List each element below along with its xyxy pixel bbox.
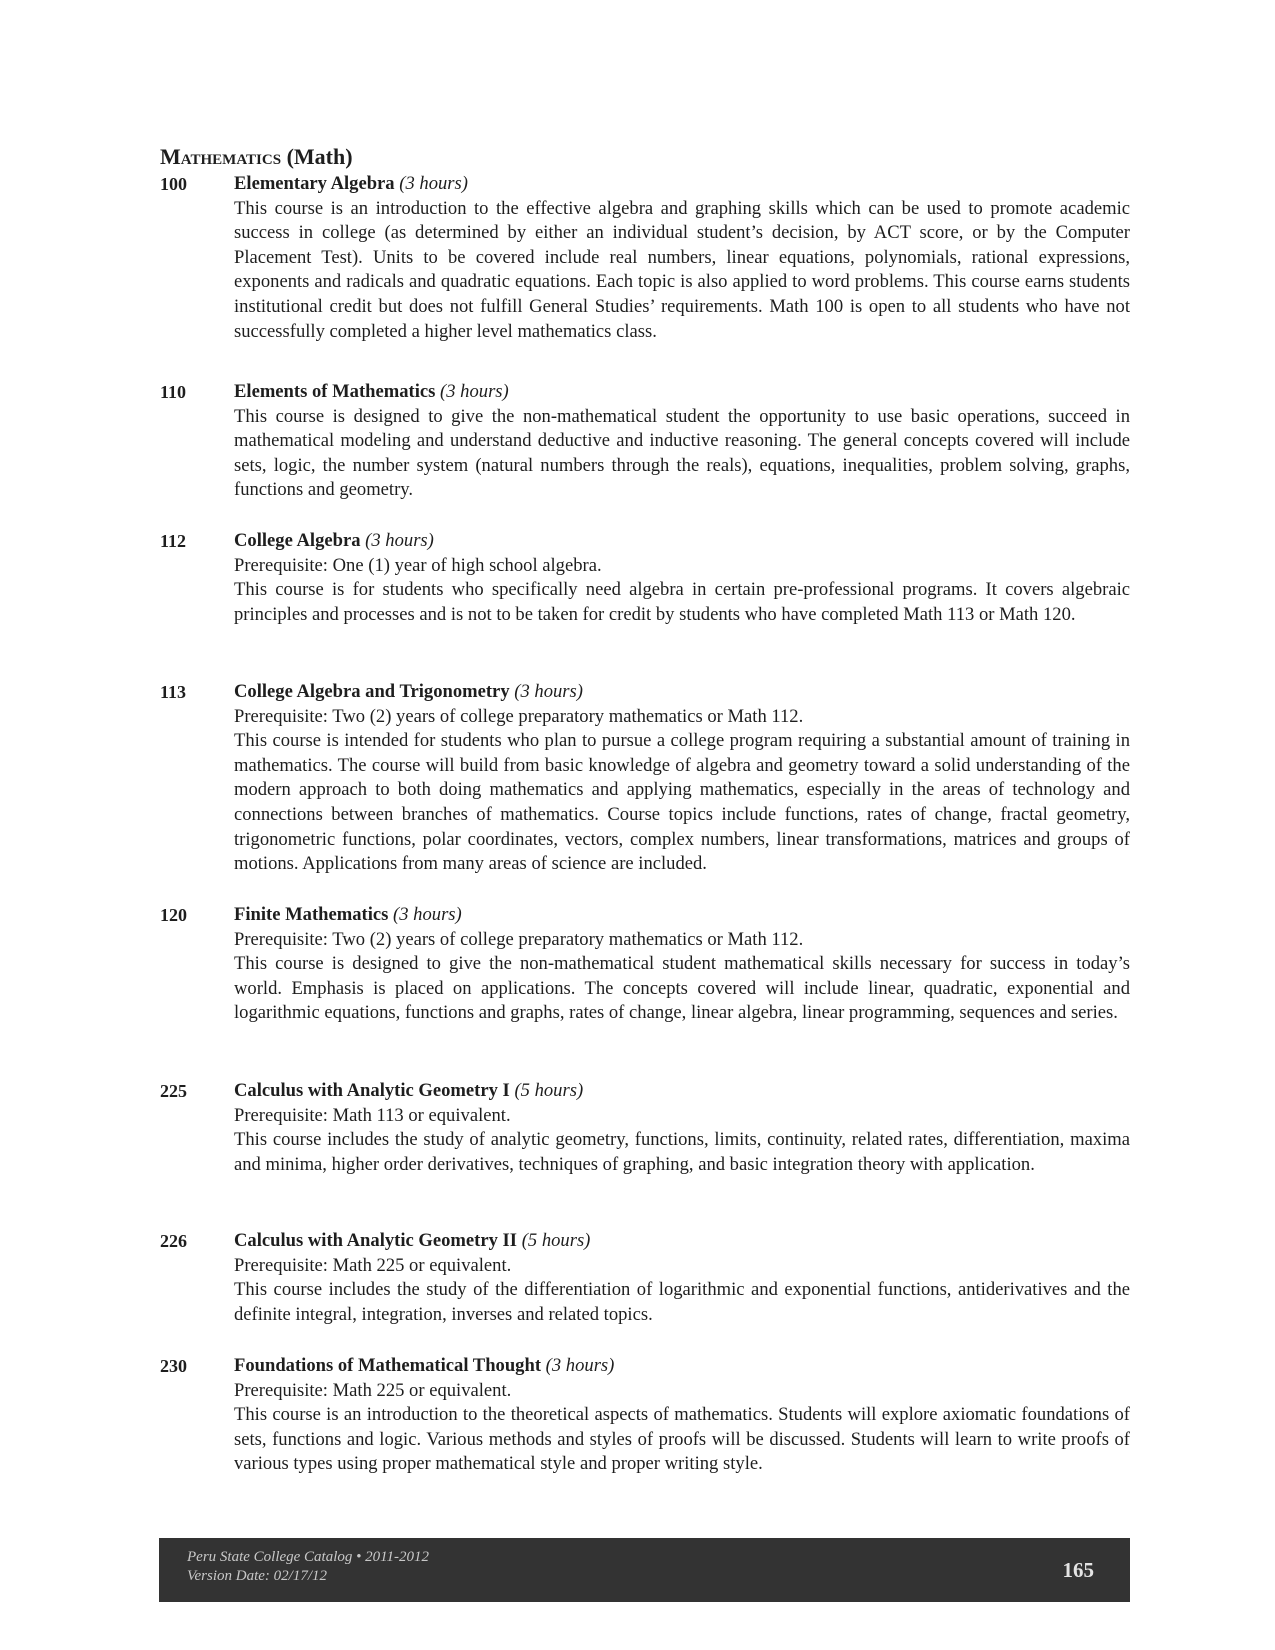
course-hours: (5 hours) <box>521 1230 591 1251</box>
course-title: Elements of Mathematics <box>234 381 436 402</box>
course-number: 112 <box>160 531 187 551</box>
course-title: Elementary Algebra <box>234 173 395 194</box>
course-prerequisite: Prerequisite: One (1) year of high school algebra. <box>234 554 602 576</box>
course-prerequisite: Prerequisite: Math 113 or equivalent. <box>234 1104 511 1126</box>
course-entry-120 <box>160 903 1130 1026</box>
course-body <box>234 1229 1130 1327</box>
course-number: 113 <box>160 682 187 702</box>
course-hours: (5 hours) <box>514 1080 584 1101</box>
course-description: This course is an introduction to the theoretical aspects of mathematics. Students will explore axiomatic foundations of sets, functions and logic. Various methods and styles of proofs will be discussed. Students will learn to write proofs of various types using proper mathematical style and proper writing style. <box>234 1404 1130 1475</box>
course-prerequisite: Prerequisite: Math 225 or equivalent. <box>234 1254 512 1276</box>
course-heading <box>234 529 1130 554</box>
course-description: This course is intended for students who plan to pursue a college program requiring a substantial amount of training in mathematics. The course will build from basic knowledge of algebra and geometry toward a solid understanding of the modern approach to both doing mathematics and applying mathematics, especially in the areas of technology and connections between branches of mathematics. Course topics include functions, rates of change, fractal geometry, trigonometric functions, polar coordinates, vectors, complex numbers, linear transformations, matrices and groups of motions. Applications from many areas of science are included. <box>234 730 1130 875</box>
footer-bar <box>159 1538 1130 1602</box>
course-number: 100 <box>160 174 187 194</box>
course-entry-230 <box>160 1354 1130 1477</box>
page-number: 165 <box>1062 1558 1094 1582</box>
course-heading <box>234 680 1130 705</box>
course-description: This course is an introduction to the effective algebra and graphing skills which can be used to promote academic success in college (as determined by either an individual student’s decision, by ACT score, or by the Computer Placement Test). Units to be covered include real numbers, linear equations, polynomials, rational expressions, exponents and radicals and quadratic equations. Each topic is also applied to word problems. This course earns students institutional credit but does not fulfill General Studies’ requirements. Math 100 is open to all students who have not successfully completed a higher level mathematics class. <box>234 197 1130 342</box>
course-heading <box>234 1079 1130 1104</box>
course-body <box>234 1354 1130 1477</box>
course-prerequisite: Prerequisite: Two (2) years of college preparatory mathematics or Math 112. <box>234 928 804 950</box>
course-entry-100 <box>160 172 1130 344</box>
course-entry-110 <box>160 380 1130 503</box>
course-body <box>234 903 1130 1026</box>
course-description: This course includes the study of the differentiation of logarithmic and exponential functions, antiderivatives and the definite integral, integration, inverses and related topics. <box>234 1279 1130 1325</box>
course-number: 110 <box>160 382 187 402</box>
course-heading <box>234 172 1130 197</box>
course-entry-225 <box>160 1079 1130 1177</box>
course-number: 230 <box>160 1356 187 1376</box>
course-number: 120 <box>160 905 187 925</box>
course-hours: (3 hours) <box>440 381 509 402</box>
course-hours: (3 hours) <box>545 1355 615 1376</box>
course-title: Calculus with Analytic Geometry I <box>234 1080 510 1101</box>
course-body <box>234 380 1130 503</box>
course-heading <box>234 1354 1130 1379</box>
footer-version-date: Version Date: 02/17/12 <box>187 1568 327 1584</box>
course-description: This course is designed to give the non-mathematical student mathematical skills necessary for success in today’s world. Emphasis is placed on applications. The concepts covered will include linear, quadratic, exponential and logarithmic equations, functions and graphs, rates of change, linear algebra, linear programming, sequences and series. <box>234 953 1130 1024</box>
course-description: This course is for students who specifically need algebra in certain pre-professional programs. It covers algebraic principles and processes and is not to be taken for credit by students who have completed Math 113 or Math 120. <box>234 579 1130 625</box>
course-entry-113 <box>160 680 1130 877</box>
course-title: College Algebra and Trigonometry <box>234 681 510 702</box>
course-entry-226 <box>160 1229 1130 1327</box>
footer-catalog-title: Peru State College Catalog • 2011-2012 <box>187 1549 430 1565</box>
course-body <box>234 529 1130 627</box>
course-description: This course is designed to give the non-mathematical student the opportunity to use basic operations, succeed in mathematical modeling and understand deductive and inductive reasoning. The general concepts covered will include sets, logic, the number system (natural numbers through the reals), equations, inequalities, problem solving, graphs, functions and geometry. <box>234 405 1130 501</box>
course-title: Finite Mathematics <box>234 904 389 925</box>
course-title: Foundations of Mathematical Thought <box>234 1355 542 1376</box>
course-hours: (3 hours) <box>514 681 583 702</box>
section-title-main: Mathematics <box>160 144 282 169</box>
course-heading <box>234 1229 1130 1254</box>
course-title: College Algebra <box>234 530 361 551</box>
section-title <box>160 144 353 170</box>
course-body <box>234 680 1130 877</box>
section-title-abbr: (Math) <box>286 144 353 169</box>
course-number: 225 <box>160 1081 187 1101</box>
course-heading <box>234 903 1130 928</box>
course-prerequisite: Prerequisite: Math 225 or equivalent. <box>234 1379 512 1401</box>
course-entry-112 <box>160 529 1130 627</box>
course-body <box>234 172 1130 344</box>
course-number: 226 <box>160 1231 187 1251</box>
course-prerequisite: Prerequisite: Two (2) years of college preparatory mathematics or Math 112. <box>234 705 804 727</box>
course-hours: (3 hours) <box>399 173 468 194</box>
course-description: This course includes the study of analytic geometry, functions, limits, continuity, related rates, differentiation, maxima and minima, higher order derivatives, techniques of graphing, and basic integration theory with application. <box>234 1129 1130 1175</box>
course-hours: (3 hours) <box>365 530 434 551</box>
course-body <box>234 1079 1130 1177</box>
course-title: Calculus with Analytic Geometry II <box>234 1230 518 1251</box>
course-heading <box>234 380 1130 405</box>
course-hours: (3 hours) <box>393 904 462 925</box>
